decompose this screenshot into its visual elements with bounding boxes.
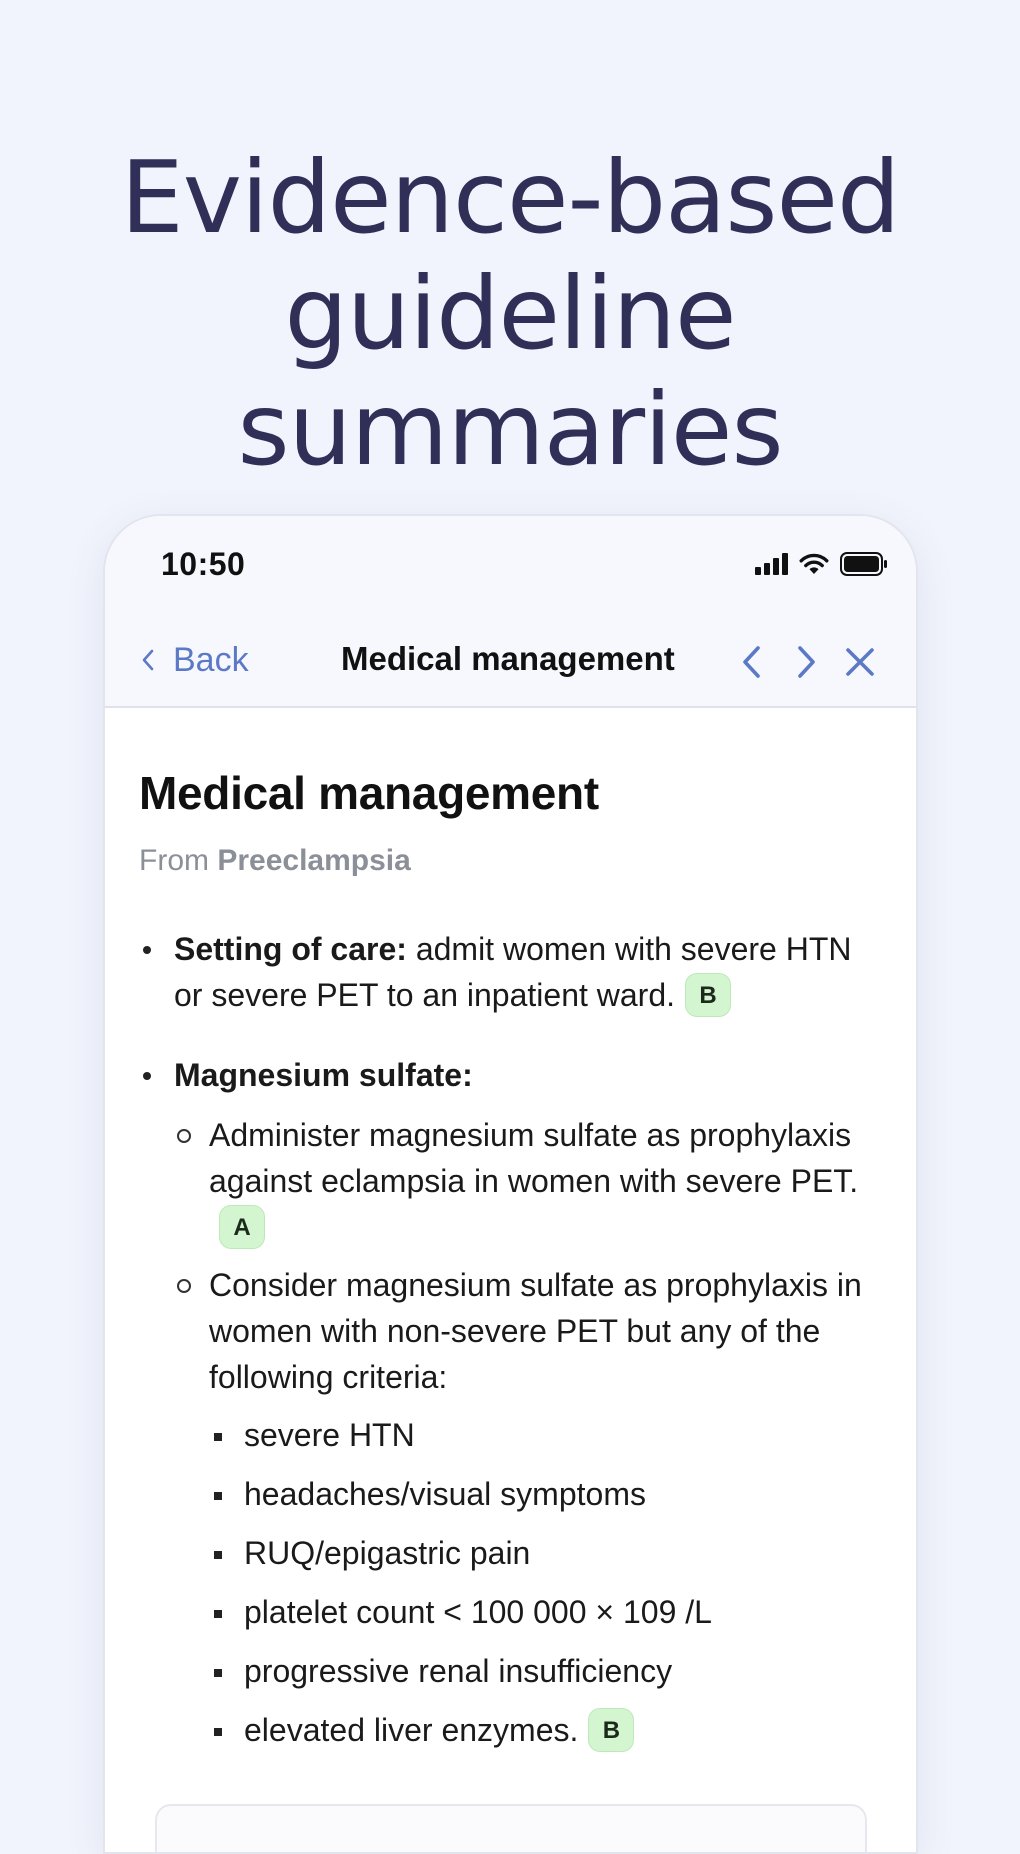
criteria-item: headaches/visual symptoms bbox=[209, 1471, 880, 1517]
wifi-icon bbox=[798, 552, 830, 576]
source-prefix: From bbox=[139, 844, 209, 877]
promo-title bbox=[0, 140, 1020, 488]
item-text: Consider magnesium sulfate as prophylaxis in women with non-severe PET but any of the following criteria: bbox=[209, 1267, 862, 1395]
article-content bbox=[105, 710, 916, 1787]
list-item bbox=[139, 926, 880, 1018]
list-item bbox=[174, 1112, 880, 1250]
grade-badge[interactable]: A bbox=[219, 1205, 265, 1249]
back-button-label: Back bbox=[173, 640, 249, 679]
grade-badge[interactable]: B bbox=[588, 1708, 634, 1752]
signal-icon bbox=[755, 553, 788, 575]
previous-button[interactable] bbox=[734, 644, 770, 680]
status-bar bbox=[105, 516, 916, 616]
criteria-item bbox=[209, 1707, 880, 1753]
grade-badge[interactable]: B bbox=[685, 973, 731, 1017]
back-button[interactable] bbox=[141, 638, 249, 682]
criteria-item: severe HTN bbox=[209, 1412, 880, 1458]
promo-title-line-1: Evidence-based bbox=[120, 139, 900, 256]
article-source bbox=[139, 844, 880, 878]
close-button[interactable] bbox=[842, 644, 878, 680]
source-name[interactable]: Preeclampsia bbox=[217, 844, 411, 877]
criteria-item: RUQ/epigastric pain bbox=[209, 1530, 880, 1576]
criteria-list bbox=[209, 1412, 880, 1753]
item-text: admit women with severe HTN or severe PET to an inpatient ward. bbox=[174, 931, 852, 1013]
criteria-item: platelet count < 100 000 × 109 /L bbox=[209, 1589, 880, 1635]
criteria-text: elevated liver enzymes. bbox=[244, 1712, 579, 1748]
item-text: Administer magnesium sulfate as prophylaxis against eclampsia in women with severe PET. bbox=[209, 1117, 859, 1199]
item-label: Magnesium sulfate: bbox=[174, 1057, 473, 1093]
list-item bbox=[174, 1262, 880, 1753]
promo-title-line-2: guideline summaries bbox=[237, 255, 783, 488]
phone-frame bbox=[103, 514, 918, 1854]
navigation-bar bbox=[105, 616, 916, 708]
article-heading: Medical management bbox=[139, 767, 599, 819]
recommendation-list bbox=[139, 926, 880, 1753]
list-item bbox=[139, 1052, 880, 1753]
nav-actions bbox=[734, 644, 878, 680]
criteria-item: progressive renal insufficiency bbox=[209, 1648, 880, 1694]
chevron-left-icon bbox=[141, 648, 155, 672]
status-time: 10:50 bbox=[161, 546, 246, 582]
battery-icon bbox=[840, 552, 888, 576]
status-icons bbox=[755, 552, 888, 576]
item-label: Setting of care: bbox=[174, 931, 407, 967]
sub-list bbox=[174, 1112, 880, 1753]
close-icon bbox=[844, 646, 876, 678]
chevron-right-icon bbox=[795, 645, 817, 679]
nav-title: Medical management bbox=[341, 640, 675, 677]
next-button[interactable] bbox=[788, 644, 824, 680]
next-section-card[interactable] bbox=[155, 1804, 867, 1854]
chevron-left-icon bbox=[741, 645, 763, 679]
